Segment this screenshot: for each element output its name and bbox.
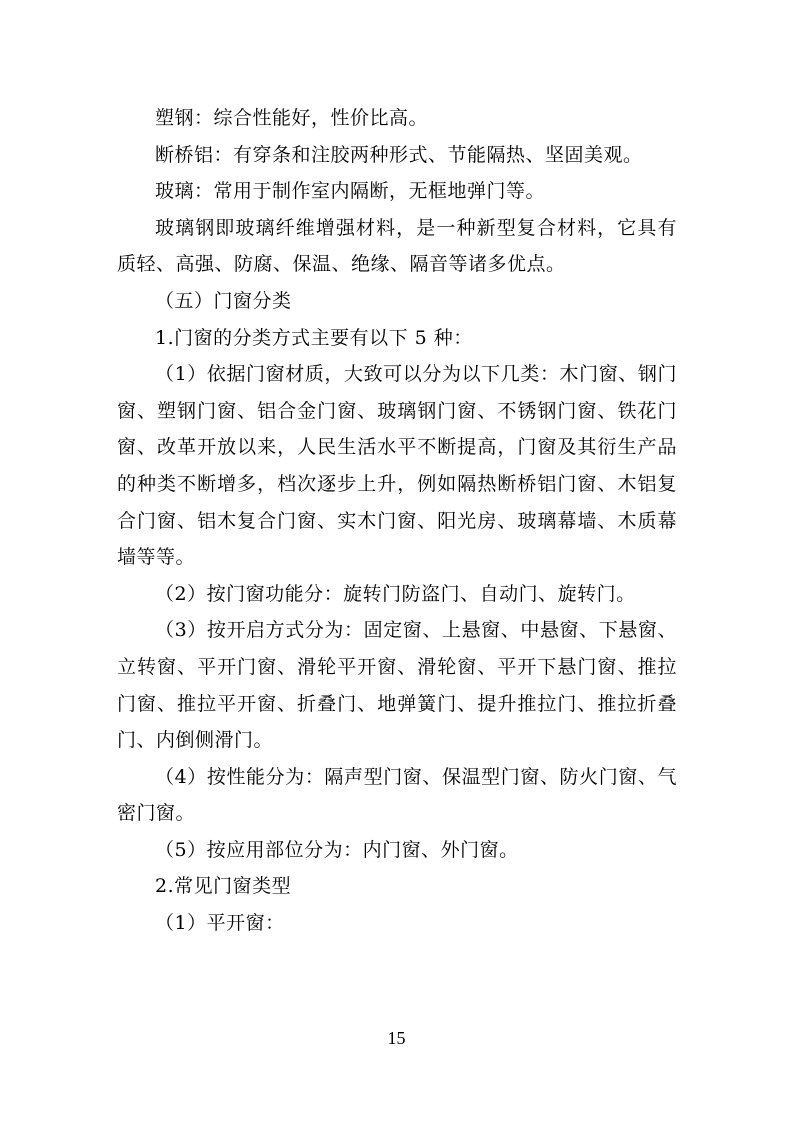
list-item-by-location: （5）按应用部位分为：内门窗、外门窗。	[155, 838, 519, 861]
paragraph-glass: 玻璃：常用于制作室内隔断，无框地弹门等。	[155, 180, 546, 203]
paragraph-plastic-steel: 塑钢：综合性能好，性价比高。	[155, 107, 429, 129]
list-item-casement-window: （1）平开窗：	[155, 912, 285, 935]
subheading-common-types: 2.常见门窗类型	[155, 875, 292, 898]
paragraph-fiberglass: 玻璃钢即玻璃纤维增强材料，是一种新型复合材料，它具有质轻、高强、防腐、保温、绝缘、隔音等诸多优点。	[117, 216, 677, 276]
body-text	[117, 100, 677, 942]
subheading-classification-methods: 1.门窗的分类方式主要有以下 5 种：	[155, 326, 473, 349]
list-item-by-opening: （3）按开启方式分为：固定窗、上悬窗、中悬窗、下悬窗、立转窗、平开门窗、滑轮平开窗、滑轮窗、平开下悬门窗、推拉门窗、推拉平开窗、折叠门、地弹簧门、提升推拉门、推拉折叠门、内倒侧滑门。	[117, 619, 677, 752]
list-item-by-performance: （4）按性能分为：隔声型门窗、保温型门窗、防火门窗、气密门窗。	[117, 765, 677, 825]
paragraph-thermal-break-aluminum: 断桥铝：有穿条和注胶两种形式、节能隔热、坚固美观。	[155, 143, 643, 166]
page-number: 15	[387, 1028, 406, 1048]
section-heading-classification: （五）门窗分类	[155, 289, 292, 312]
list-item-by-function: （2）按门窗功能分：旋转门防盗门、自动门、旋转门。	[155, 582, 636, 605]
list-item-by-material: （1）依据门窗材质，大致可以分为以下几类：木门窗、钢门窗、塑钢门窗、铝合金门窗、玻璃钢门窗、不锈钢门窗、铁花门窗、改革开放以来，人民生活水平不断提高，门窗及其衍生产品的种类不断增多，档次逐步上升，例如隔热断桥铝门窗、木铝复合门窗、铝木复合门窗、实木门窗、阳光房、玻璃幕墙、木质幕墙等等。	[117, 363, 677, 569]
